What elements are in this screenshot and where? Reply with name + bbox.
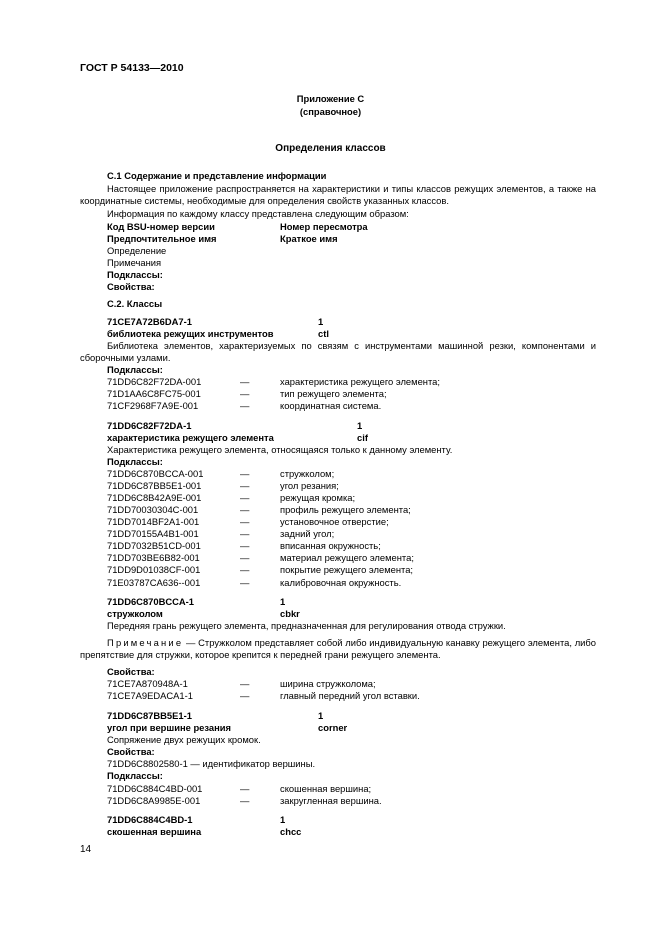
class4-code: 71DD6C87BB5E1-1 — [107, 710, 192, 721]
class2-code: 71DD6C82F72DA-1 — [107, 420, 192, 431]
item-dash: — — [240, 492, 250, 503]
item-description: покрытие режущего элемента; — [280, 564, 414, 575]
template-definition-label: Определение — [107, 245, 167, 256]
appendix-subtitle: (справочное) — [299, 106, 362, 117]
class3-name: стружколом — [107, 608, 163, 619]
item-code: 71DD6C8A9985E-001 — [107, 795, 201, 806]
item-code: 71E03787CA636--001 — [107, 577, 201, 588]
item-code: 71CE7A9EDACA1-1 — [107, 690, 193, 701]
item-description: главный передний угол вставки. — [280, 690, 420, 701]
class1-subclasses-label: Подклассы: — [107, 364, 163, 375]
item-code: 71CF2968F7A9E-001 — [107, 400, 199, 411]
appendix-heading: Определения классов — [275, 143, 386, 154]
item-code: 71DD70030304C-001 — [107, 504, 199, 515]
item-code: 71DD6C870BCCA-001 — [107, 468, 204, 479]
class5-revision: 1 — [280, 814, 286, 825]
template-short-label: Краткое имя — [280, 233, 338, 244]
class1-code: 71CE7A72B6DA7-1 — [107, 316, 192, 327]
c1-paragraph-1: Настоящее приложение распространяется на характеристики и типы классов режущих элементов, а также на координатные системы, необходимые для определения свойств указанных классов. — [80, 183, 596, 207]
class1-name: библиотека режущих инструментов — [107, 328, 274, 339]
class3-properties-label: Свойства: — [107, 666, 155, 677]
item-description: тип режущего элемента; — [280, 388, 387, 399]
item-description: вписанная окружность; — [280, 540, 381, 551]
item-description: установочное отверстие; — [280, 516, 389, 527]
item-dash: — — [240, 388, 250, 399]
item-description: профиль режущего элемента; — [280, 504, 411, 515]
class5-name: скошенная вершина — [107, 826, 202, 837]
class4-subclasses-label: Подклассы: — [107, 770, 163, 781]
item-dash: — — [240, 468, 250, 479]
item-code: 71CE7A870948A-1 — [107, 678, 188, 689]
item-dash: — — [240, 504, 250, 515]
item-code: 71DD703BE6B82-001 — [107, 552, 200, 563]
template-notes-label: Примечания — [107, 257, 162, 268]
c1-paragraph-2: Информация по каждому классу представлена следующим образом: — [107, 208, 409, 219]
item-dash: — — [240, 678, 250, 689]
class3-note — [80, 637, 596, 661]
item-dash: — — [240, 552, 250, 563]
class2-revision: 1 — [357, 420, 363, 431]
class4-properties-label: Свойства: — [107, 746, 155, 757]
class4-definition: Сопряжение двух режущих кромок. — [107, 734, 261, 745]
item-dash: — — [240, 690, 250, 701]
template-preferred-label: Предпочтительное имя — [107, 233, 217, 244]
item-description: закругленная вершина. — [280, 795, 382, 806]
item-dash: — — [240, 540, 250, 551]
item-description: характеристика режущего элемента; — [280, 376, 440, 387]
class4-short-name: corner — [318, 722, 348, 733]
class2-definition: Характеристика режущего элемента, относящаяся только к данному элементу. — [107, 444, 453, 455]
class2-short-name: cif — [357, 432, 368, 443]
item-code: 71DD6C884C4BD-001 — [107, 783, 203, 794]
class4-property-line: 71DD6C8802580-1 — идентификатор вершины. — [107, 758, 316, 769]
item-dash: — — [240, 783, 250, 794]
section-c1-title: С.1 Содержание и представление информации — [107, 170, 327, 181]
item-dash: — — [240, 400, 250, 411]
appendix-title: Приложение С — [296, 93, 365, 104]
class3-revision: 1 — [280, 596, 286, 607]
page-number: 14 — [80, 844, 92, 855]
item-code: 71D1AA6C8FC75-001 — [107, 388, 201, 399]
item-description: режущая кромка; — [280, 492, 356, 503]
class4-name: угол при вершине резания — [107, 722, 232, 733]
item-code: 71DD70155A4B1-001 — [107, 528, 199, 539]
item-dash: — — [240, 516, 250, 527]
template-properties-label: Свойства: — [107, 281, 155, 292]
note-label: Примечание — [107, 637, 184, 648]
item-code: 71DD7014BF2A1-001 — [107, 516, 200, 527]
item-code: 71DD7032B51CD-001 — [107, 540, 201, 551]
item-dash: — — [240, 376, 250, 387]
item-description: скошенная вершина; — [280, 783, 372, 794]
item-dash: — — [240, 795, 250, 806]
class3-short-name: cbkr — [280, 608, 300, 619]
item-description: координатная система. — [280, 400, 382, 411]
item-code: 71DD6C87BB5E1-001 — [107, 480, 202, 491]
item-description: калибровочная окружность. — [280, 577, 402, 588]
class5-code: 71DD6C884C4BD-1 — [107, 814, 193, 825]
template-bsu-label: Код BSU-номер версии — [107, 221, 215, 232]
class3-code: 71DD6C870BCCA-1 — [107, 596, 195, 607]
section-c2-title: С.2. Классы — [107, 298, 163, 309]
item-code: 71DD9D01038CF-001 — [107, 564, 201, 575]
class4-revision: 1 — [318, 710, 324, 721]
item-dash: — — [240, 528, 250, 539]
item-description: стружколом; — [280, 468, 335, 479]
note-text: — Стружколом представляет собой либо индивидуальную канавку режущего элемента, либо препятствие для стружки, которое крепится к передней грани режущего элемента. — [80, 637, 596, 661]
class5-short-name: chcc — [280, 826, 302, 837]
item-code: 71DD6C8B42A9E-001 — [107, 492, 202, 503]
class1-revision: 1 — [318, 316, 324, 327]
class3-definition: Передняя грань режущего элемента, предназначенная для регулирования отвода стружки. — [107, 620, 506, 631]
item-description: ширина стружколома; — [280, 678, 376, 689]
class2-name: характеристика режущего элемента — [107, 432, 274, 443]
class1-short-name: ctl — [318, 328, 329, 339]
item-description: задний угол; — [280, 528, 335, 539]
item-dash: — — [240, 577, 250, 588]
item-code: 71DD6C82F72DA-001 — [107, 376, 202, 387]
template-revision-label: Номер пересмотра — [280, 221, 368, 232]
class1-definition: Библиотека элементов, характеризуемых по связям с инструментами машинной резки, компонентами и сборочными узлами. — [80, 340, 596, 364]
template-subclasses-label: Подклассы: — [107, 269, 163, 280]
standard-number: ГОСТ Р 54133—2010 — [80, 62, 184, 74]
class2-subclasses-label: Подклассы: — [107, 456, 163, 467]
item-dash: — — [240, 480, 250, 491]
item-description: угол резания; — [280, 480, 339, 491]
item-description: материал режущего элемента; — [280, 552, 414, 563]
item-dash: — — [240, 564, 250, 575]
